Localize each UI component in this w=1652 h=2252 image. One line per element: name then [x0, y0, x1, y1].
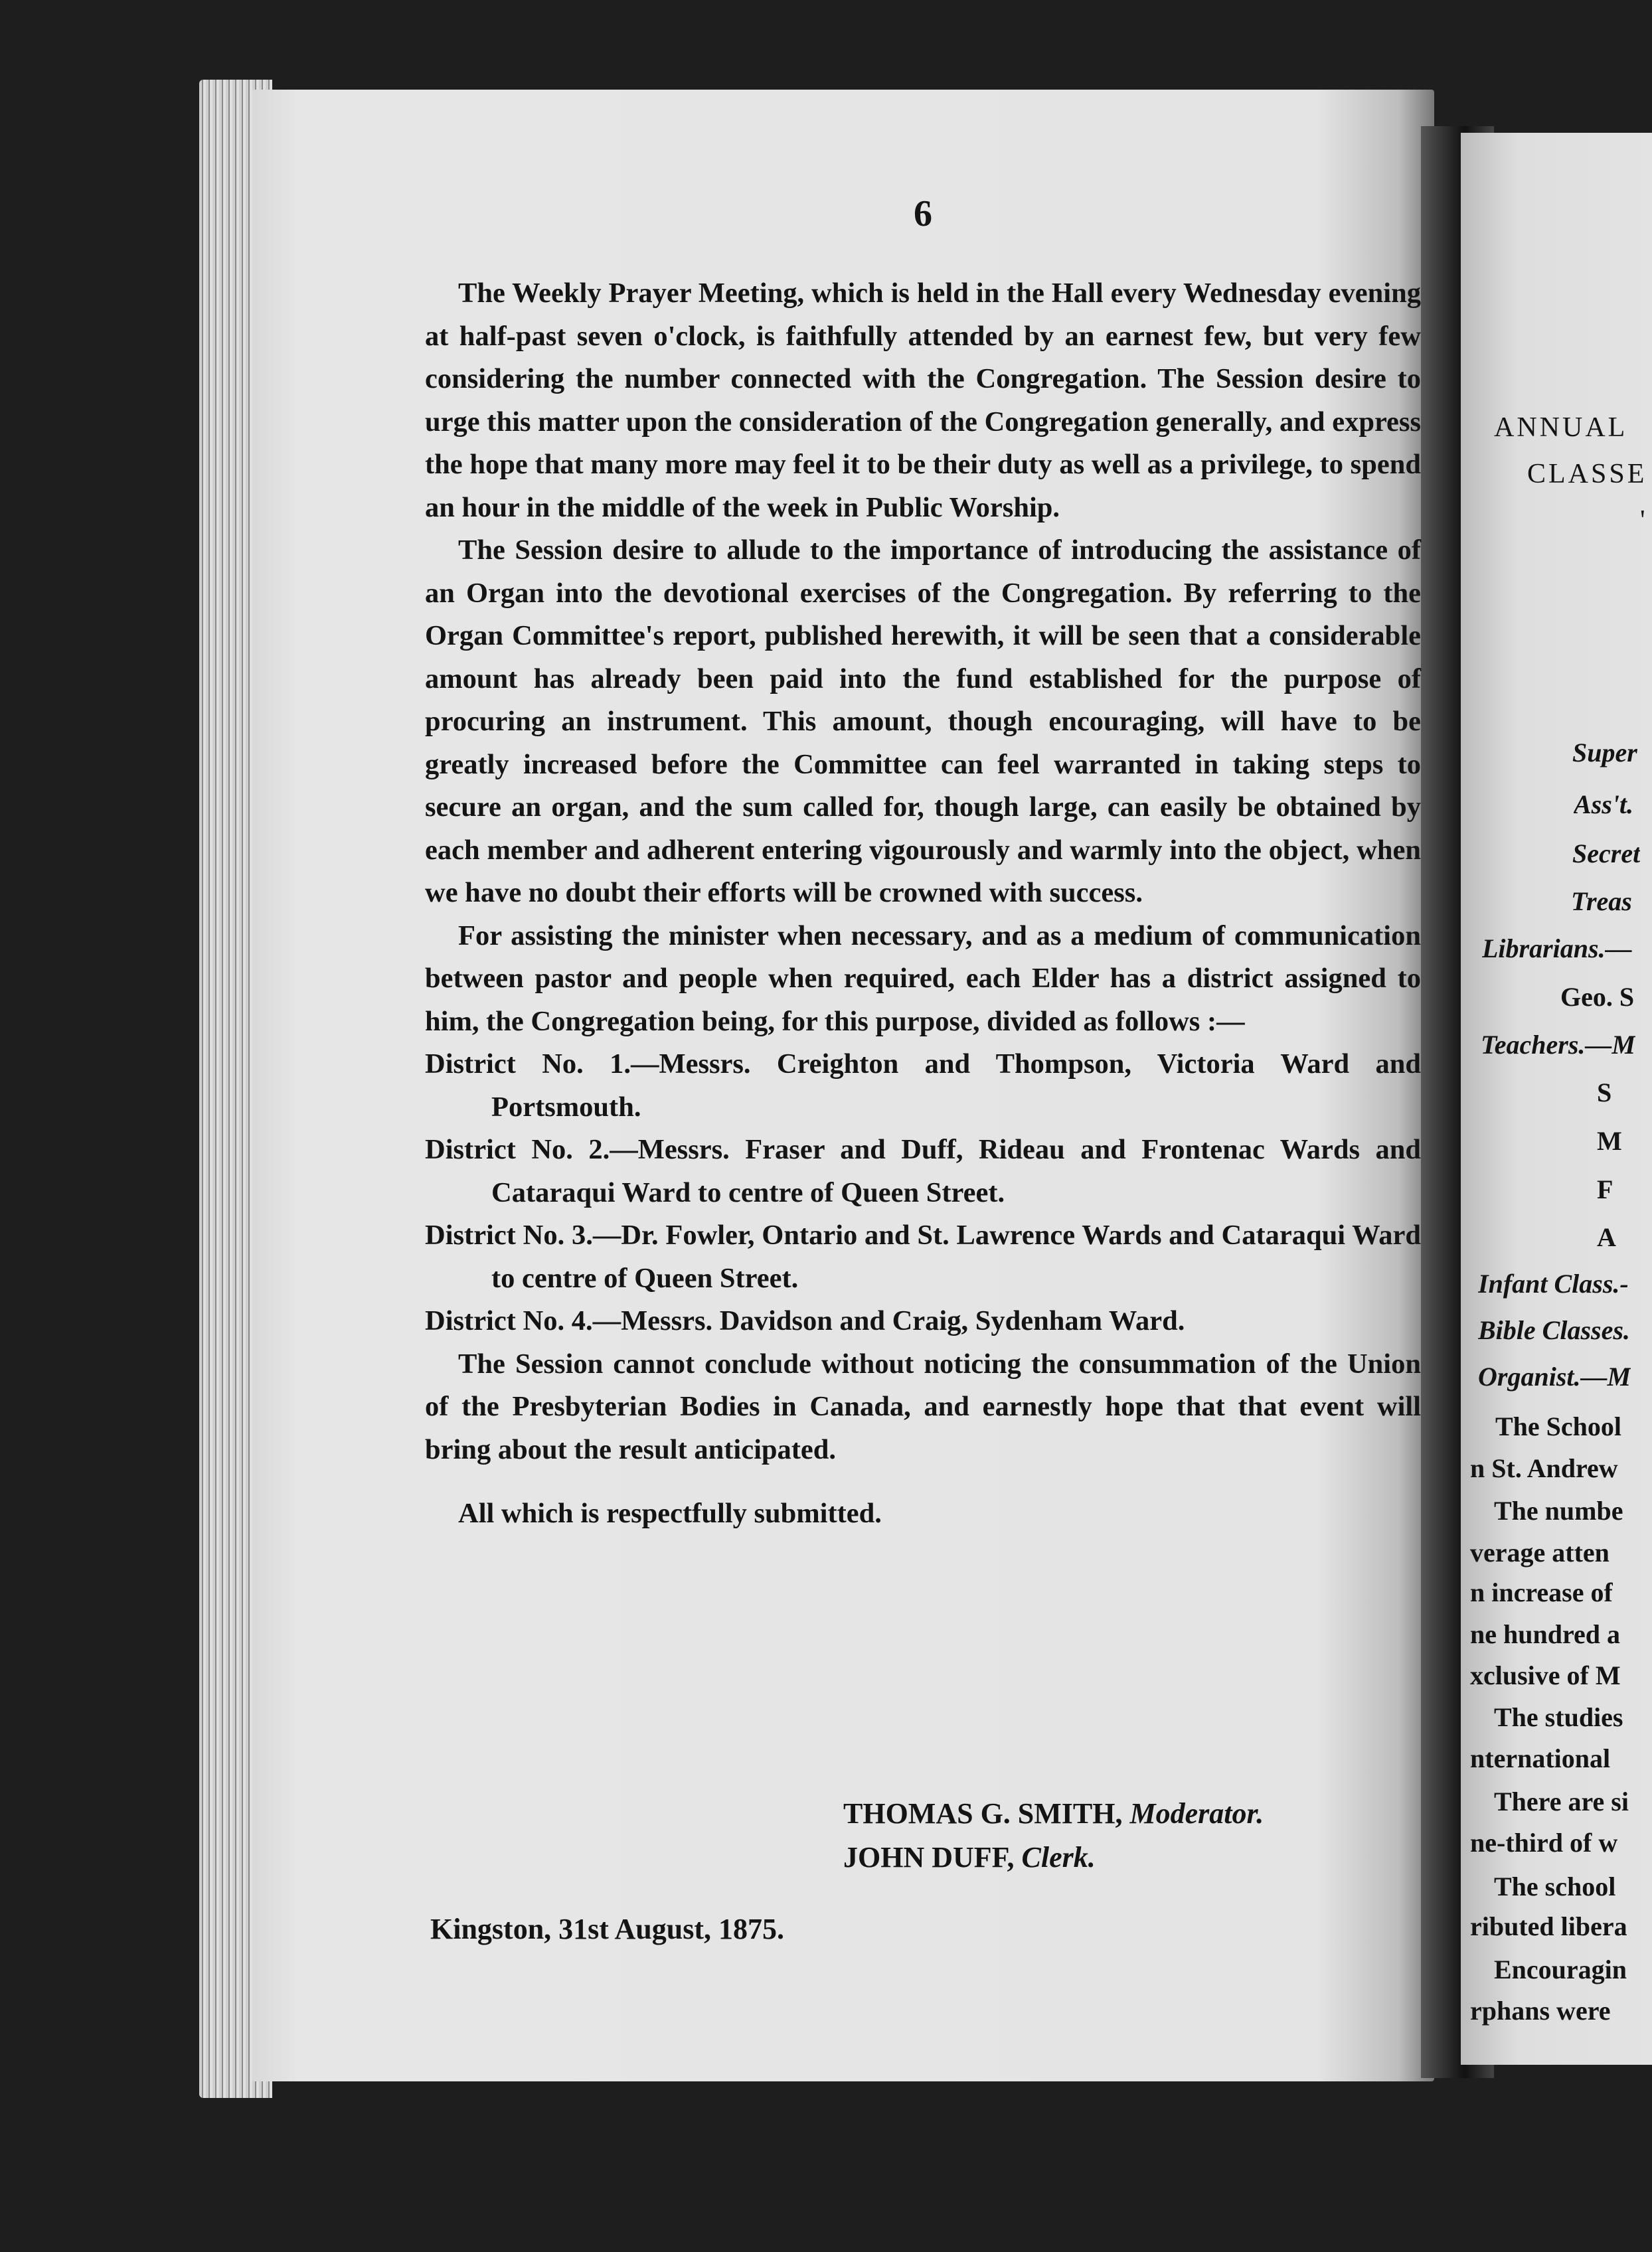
district-item: District No. 2.—Messrs. Fraser and Duff, Rideau and Frontenac Wards and Cataraqui Ward to centre of Queen Street.	[425, 1134, 1421, 1208]
signatory-name: JOHN DUFF,	[843, 1841, 1015, 1874]
right-page-line: Teachers.—M	[1481, 1030, 1635, 1060]
right-page-line: Librarians.—	[1482, 933, 1632, 963]
right-page-line: Ass't.	[1574, 789, 1634, 819]
right-page-line: Geo. S	[1560, 982, 1635, 1012]
page-number: 6	[914, 193, 932, 234]
signatory-title: Clerk.	[1021, 1841, 1096, 1874]
paragraph-districts-intro: For assisting the minister when necessary, and as a medium of communication between pastor and people when required, each Elder has a district assigned to him, the Congregation being, for this purpose, divided as follows :—	[425, 920, 1421, 1037]
right-page-line: n St. Andrew	[1470, 1453, 1618, 1483]
right-page-line: The studies	[1494, 1702, 1623, 1732]
signature-clerk	[843, 1840, 1096, 1874]
right-page-line: ributed libera	[1470, 1911, 1627, 1941]
district-list	[425, 1043, 1421, 1343]
right-page-line: nternational	[1470, 1743, 1611, 1773]
district-item: District No. 1.—Messrs. Creighton and Thompson, Victoria Ward and Portsmouth.	[425, 1048, 1421, 1123]
right-page-line: S	[1597, 1078, 1612, 1107]
paragraph-organ: The Session desire to allude to the importance of introducing the assistance of an Organ into the devotional exercises of the Congregation. By referring to the Organ Committee's report, published herewith, it will be seen that a considerable amount has already been paid into the fund established for the purpose of procuring an instrument. This amount, though encouraging, will have to be greatly increased before the Committee can feel warranted in taking steps to secure an organ, and the sum called for, though large, can easily be obtained by each member and adherent entering vigourously and warmly into the object, when we have no doubt their efforts will be crowned with success.	[425, 534, 1421, 908]
right-page-line: rphans were	[1470, 1996, 1611, 2026]
right-page-line: xclusive of M	[1470, 1660, 1621, 1690]
signatory-name: THOMAS G. SMITH,	[843, 1797, 1123, 1830]
closing-line: All which is respectfully submitted.	[458, 1498, 882, 1529]
right-page-line: Super	[1572, 738, 1637, 767]
district-item: District No. 4.—Messrs. Davidson and Craig, Sydenham Ward.	[425, 1305, 1185, 1336]
right-page-line: Infant Class.-	[1478, 1269, 1629, 1299]
right-page-line: A	[1597, 1222, 1616, 1252]
right-page-line: The school	[1494, 1872, 1616, 1901]
right-page-line: The School	[1495, 1411, 1622, 1441]
right-page-line: Organist.—M	[1478, 1362, 1631, 1392]
right-page-line: F	[1597, 1174, 1613, 1204]
place-date: Kingston, 31st August, 1875.	[430, 1913, 785, 1945]
paragraph-union: The Session cannot conclude without noticing the consummation of the Union of the Presbyterian Bodies in Canada, and earnestly hope that that event will bring about the result anticipated.	[425, 1348, 1421, 1465]
right-page-line: Treas	[1571, 886, 1632, 916]
right-page-line: The numbe	[1494, 1496, 1623, 1526]
district-item: District No. 3.—Dr. Fowler, Ontario and St. Lawrence Wards and Cataraqui Ward to centre of Queen Street.	[425, 1220, 1421, 1294]
right-page-line: Secret	[1572, 839, 1641, 868]
right-heading-line: ANNUAL	[1494, 412, 1628, 443]
signatory-title: Moderator.	[1129, 1797, 1264, 1830]
right-page-line: n increase of	[1470, 1577, 1613, 1607]
signature-moderator	[843, 1797, 1264, 1830]
right-page-line: M	[1597, 1126, 1622, 1156]
right-heading-line: '	[1640, 505, 1648, 536]
paragraph-prayer-meeting: The Weekly Prayer Meeting, which is held in the Hall every Wednesday evening at half-past seven o'clock, is faithfully attended by an earnest few, but very few considering the number connected with the Congregation. The Session desire to urge this matter upon the consideration of the Congregation generally, and express the hope that many more may feel it to be their duty as well as a privilege, to spend an hour in the middle of the week in Public Worship.	[425, 278, 1421, 523]
body-text	[425, 272, 1421, 1536]
right-page-line: verage atten	[1470, 1538, 1610, 1568]
right-page-line: ne hundred a	[1470, 1619, 1621, 1649]
right-page-line: There are si	[1494, 1787, 1629, 1816]
right-page-line: Bible Classes.	[1478, 1315, 1630, 1345]
right-page-line: Encouragin	[1494, 1955, 1627, 1984]
right-heading-line: CLASSE	[1527, 459, 1647, 489]
right-page-line: ne-third of w	[1470, 1828, 1618, 1858]
